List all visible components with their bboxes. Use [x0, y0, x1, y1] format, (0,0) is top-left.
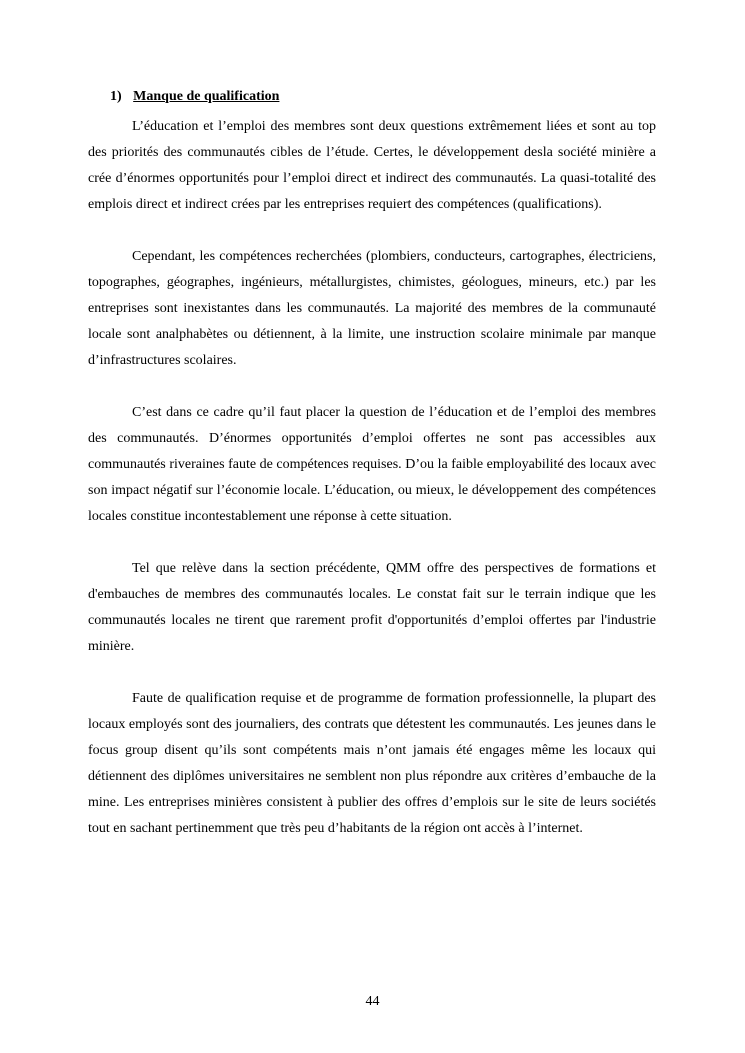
paragraph: Tel que relève dans la section précédente, QMM offre des perspectives de formations et d'embauches de membres des communautés locales. Le constat fait sur le terrain indique que les communautés locales ne tirent que rarement profit d'opportunités d’emploi offertes par l'industrie minière.: [88, 561, 656, 654]
paragraph: Faute de qualification requise et de programme de formation professionnelle, la plupart des locaux employés sont des journaliers, des contrats que détestent les communautés. Les jeunes dans le focus group disent qu’ils sont compétents mais n’ont jamais été engages même les locaux qui détiennent des diplômes universitaires ne semblent non plus répondre aux critères d’embauche de la mine. Les entreprises minières consistent à publier des offres d’emplois sur le site de leurs sociétés tout en sachant pertinemment que très peu d’habitants de la région ont accès à l’internet.: [88, 691, 656, 836]
page-number: 44: [365, 994, 380, 1009]
paragraph: C’est dans ce cadre qu’il faut placer la question de l’éducation et de l’emploi des membres des communautés. D’énormes opportunités d’emploi offertes ne sont pas accessibles aux communautés riveraines faute de compétences requises. D’ou la faible employabilité des locaux avec son impact négatif sur l’économie locale. L’éducation, ou mieux, le développement des compétences locales constitue incontestablement une réponse à cette situation.: [88, 405, 656, 524]
body-text: [88, 114, 656, 868]
section-number: 1): [110, 89, 122, 104]
paragraph: Cependant, les compétences recherchées (plombiers, conducteurs, cartographes, électriciens, topographes, géographes, ingénieurs, métallurgistes, chimistes, géologues, mineurs, etc.) par les entreprises sont inexistantes dans les communautés. La majorité des membres de la communauté locale sont analphabètes ou détiennent, à la limite, une instruction scolaire minimale par manque d’infrastructures scolaires.: [88, 249, 656, 368]
section-title: Manque de qualification: [133, 89, 280, 104]
section-heading: [110, 89, 279, 105]
paragraph: L’éducation et l’emploi des membres sont deux questions extrêmement liées et sont au top des priorités des communautés cibles de l’étude. Certes, le développement desla société minière a crée d’énormes opportunités pour l’emploi direct et indirect des communautés. La quasi-totalité des emplois direct et indirect crées par les entreprises requiert des compétences (qualifications).: [88, 119, 656, 212]
